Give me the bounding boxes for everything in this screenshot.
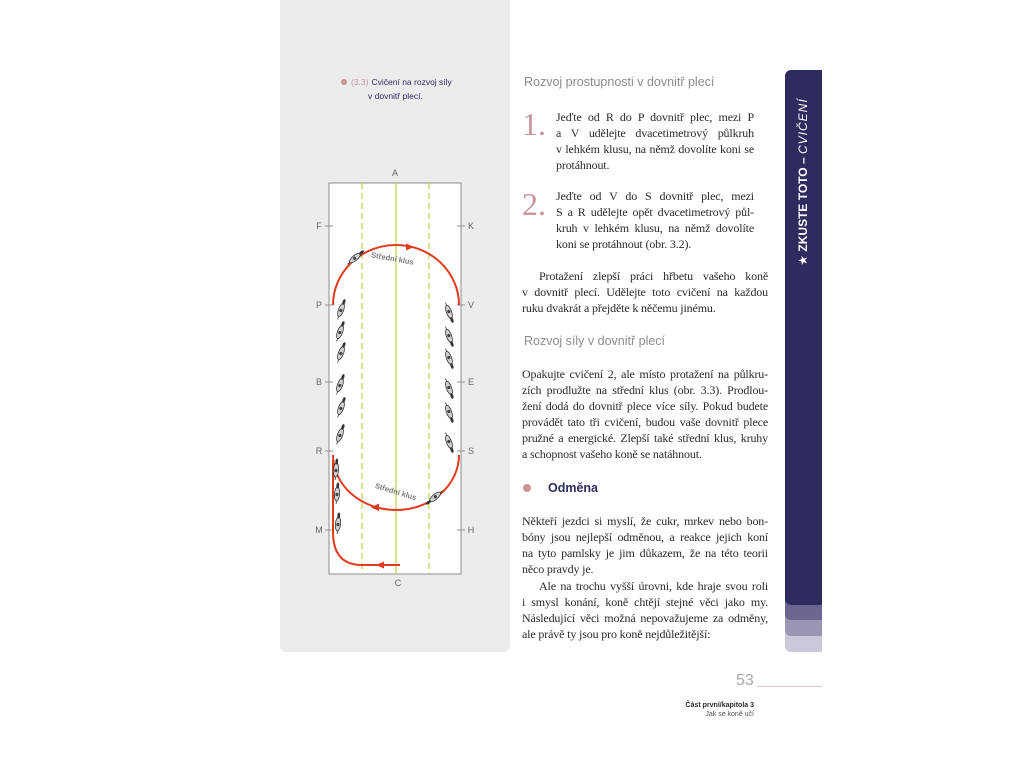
text-line: v dovnitř plecí. Udělejte toto cvičení na každou [522, 285, 768, 299]
text-line: Jeďte od R do P dovnitř plec, mezi P [556, 110, 754, 124]
text-line: provádět tato tři cvičení, budou vaše dovnitř plece [522, 415, 768, 429]
step-text [556, 188, 754, 252]
arena-letter-bottom: C [394, 578, 402, 588]
text-line: Někteří jezdci si myslí, že cukr, mrkev nebo bon- [522, 514, 768, 528]
text-line: na tyto pamlsky je jim důkazem, že na této teorii [522, 546, 768, 560]
side-tab-label [796, 98, 810, 265]
section-heading-odmena: Odměna [548, 481, 599, 495]
text-line: koni se protáhnout (obr. 3.2). [556, 237, 692, 251]
text-line: a schopnost vašeho koně se natáhnout. [522, 447, 702, 461]
arena-letter-right: S [467, 446, 475, 456]
figure-number: (3.3) [351, 77, 369, 87]
text-line: v lehkém klusu, na němž dovolíte koni se [556, 142, 754, 156]
paragraph [522, 513, 768, 577]
arena-diagram [280, 160, 510, 600]
star-icon: ★ [796, 254, 810, 266]
text-line: kruh v lehkém klusu, na němž dovolíte [556, 221, 754, 235]
step-text [556, 109, 754, 173]
paragraph [522, 268, 768, 316]
text-line: Jeďte od V do S dovnitř plec, mezi [556, 189, 754, 203]
arena-letter-left: R [315, 446, 323, 456]
footer-part: Část první/kapitola 3 [685, 702, 754, 709]
text-line: zích prodlužte na střední klus (obr. 3.3). Prodlou- [522, 383, 768, 397]
figure-caption-line2: v dovnitř plecí. [368, 91, 423, 101]
arena-letter-top: A [391, 168, 399, 178]
text-line: pružné a energické. Zlepší také střední klus, kruhy [522, 431, 768, 445]
loop-label-bottom: Střední klus [373, 481, 418, 503]
text-line: ale právě ty jsou pro koně nejdůležitější: [522, 627, 711, 641]
section-heading-sila: Rozvoj síly v dovnitř plecí [524, 334, 666, 348]
step-number: 1. [522, 106, 546, 142]
text-line: Protažení zlepší práci hřbetu vašeho koně [539, 269, 768, 283]
arena-letter-left: B [315, 377, 323, 387]
page-number-rule [757, 686, 822, 687]
caption-bullet-dot [341, 79, 347, 85]
arena-letter-right: H [467, 525, 475, 535]
text-line: protáhnout. [556, 158, 610, 172]
side-tab-italic-text: CVIČENÍ [796, 98, 810, 154]
text-line: Opakujte cvičení 2, ale místo protažení na půlkru- [522, 367, 768, 381]
text-line: něco pravdy je. [522, 562, 594, 576]
arena-letter-right: V [467, 300, 475, 310]
step-number: 2. [522, 186, 546, 222]
arena-letter-left: M [315, 525, 323, 535]
heading-bullet-dot [523, 484, 531, 492]
paragraph [522, 578, 768, 642]
arena-letter-right: K [467, 221, 475, 231]
figure-caption-line1 [351, 77, 452, 88]
text-line: Ale na trochu vyšší úrovni, kde hraje svou roli [539, 579, 768, 593]
section-heading-prostupnost: Rozvoj prostupnosti v dovnitř plecí [524, 75, 715, 89]
loop-label-top: Střední klus [370, 250, 415, 267]
text-line: S a R udělejte opět dvacetimetrový půl- [556, 205, 754, 219]
running-footer [634, 701, 754, 719]
footer-chapter-title: Jak se koně učí [705, 711, 754, 718]
text-line: a V udělejte dvacetimetrový půlkruh [556, 126, 754, 140]
text-line: Následující věci možná nepovažujeme za odměny, [522, 611, 768, 625]
arena-outline [329, 183, 461, 574]
page-number: 53 [736, 672, 754, 689]
side-tab-bold-text: ZKUSTE TOTO – [796, 157, 810, 252]
arena-letter-left: P [315, 300, 323, 310]
paragraph [522, 366, 768, 462]
text-line: ruku dvakrát a přejděte k něčemu jinému. [522, 301, 716, 315]
text-line: žení dodá do dovnitř plece více síly. Pokud budete [522, 399, 768, 413]
arena-letter-left: F [316, 221, 322, 231]
text-line: bóny jsou nejlepší odměnou, a reakce jejich koní [522, 530, 768, 544]
figure-caption-text: Cvičení na rozvoj síly [371, 77, 452, 87]
text-line: i smysl konání, koně chtějí stejné věci jako my. [522, 595, 768, 609]
arena-letter-right: E [467, 377, 475, 387]
